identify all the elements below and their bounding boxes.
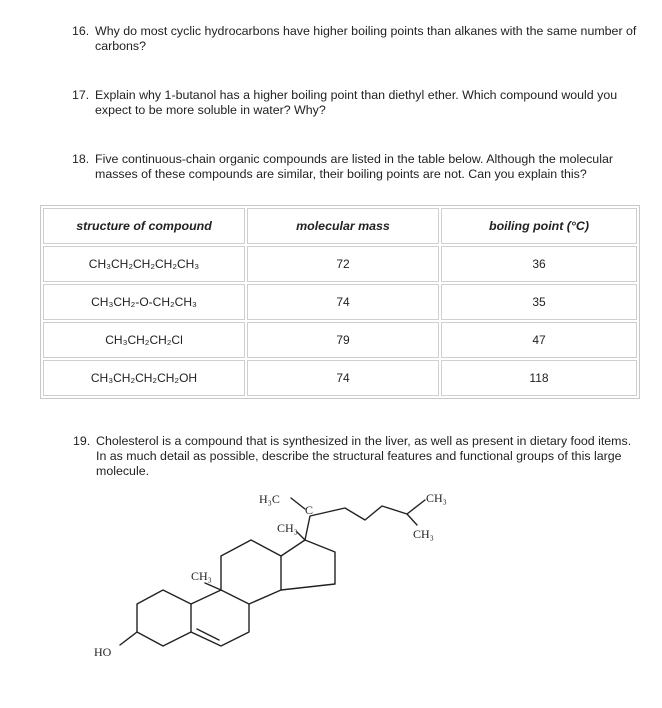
header-structure: structure of compound bbox=[43, 208, 245, 244]
boiling-point-table bbox=[40, 205, 640, 399]
mass-cell: 79 bbox=[247, 322, 439, 358]
question-19 bbox=[73, 434, 633, 479]
question-18 bbox=[72, 152, 637, 182]
label-ch3-ring: CH₃ bbox=[191, 569, 212, 583]
double-bond bbox=[197, 629, 219, 640]
question-16 bbox=[72, 24, 637, 54]
mass-cell: 74 bbox=[247, 284, 439, 320]
ring-d bbox=[281, 540, 335, 590]
ring-a bbox=[137, 590, 191, 646]
label-ch3-side: CH₃ bbox=[426, 491, 447, 505]
table-row bbox=[43, 246, 637, 282]
methyl-bond-c10 bbox=[205, 583, 221, 590]
question-number: 19. bbox=[73, 434, 91, 448]
branch-bond bbox=[407, 514, 417, 525]
boiling-point-cell: 118 bbox=[441, 360, 637, 396]
question-text: Five continuous-chain organic compounds are listed in the table below. Although the molecular masses of these compounds are similar, their boiling points are not. Can you explain this? bbox=[95, 152, 613, 181]
boiling-point-cell: 36 bbox=[441, 246, 637, 282]
table-row bbox=[43, 284, 637, 320]
question-number: 18. bbox=[72, 152, 90, 166]
cholesterol-structure bbox=[85, 482, 485, 672]
header-boiling-point: boiling point (°C) bbox=[441, 208, 637, 244]
hydroxyl-bond bbox=[120, 632, 137, 645]
label-ch3-branch: CH₃ bbox=[413, 527, 434, 541]
question-number: 17. bbox=[72, 88, 90, 102]
structure-cell: CH₃CH₂CH₂Cl bbox=[43, 322, 245, 358]
structure-cell: CH₃CH₂CH₂CH₂CH₃ bbox=[43, 246, 245, 282]
question-text: Why do most cyclic hydrocarbons have higher boiling points than alkanes with the same number of carbons? bbox=[95, 24, 637, 53]
mass-cell: 72 bbox=[247, 246, 439, 282]
structure-cell: CH₃CH₂CH₂CH₂OH bbox=[43, 360, 245, 396]
ring-b bbox=[191, 590, 249, 646]
structure-cell: CH₃CH₂-O-CH₂CH₃ bbox=[43, 284, 245, 320]
question-text: Explain why 1-butanol has a higher boiling point than diethyl ether. Which compound would you expect to be more soluble in water? Why? bbox=[95, 88, 618, 117]
question-17 bbox=[72, 88, 632, 118]
methyl-bond-c13 bbox=[297, 532, 305, 540]
table-row bbox=[43, 360, 637, 396]
side-chain-methyl-bond bbox=[291, 498, 305, 509]
boiling-point-cell: 35 bbox=[441, 284, 637, 320]
table-header-row bbox=[43, 208, 637, 244]
mass-cell: 74 bbox=[247, 360, 439, 396]
label-h3c: H₃C bbox=[259, 492, 280, 506]
label-ho: HO bbox=[94, 645, 112, 659]
side-chain bbox=[305, 500, 425, 540]
boiling-point-cell: 47 bbox=[441, 322, 637, 358]
question-text: Cholesterol is a compound that is synthesized in the liver, as well as present in dietary food items. In as much detail as possible, describe the structural features and functional groups of this large molecule. bbox=[96, 434, 632, 478]
question-number: 16. bbox=[72, 24, 90, 38]
table-row bbox=[43, 322, 637, 358]
label-c: C bbox=[305, 503, 314, 517]
label-ch3-top: CH₃ bbox=[277, 521, 298, 535]
header-molecular-mass: molecular mass bbox=[247, 208, 439, 244]
